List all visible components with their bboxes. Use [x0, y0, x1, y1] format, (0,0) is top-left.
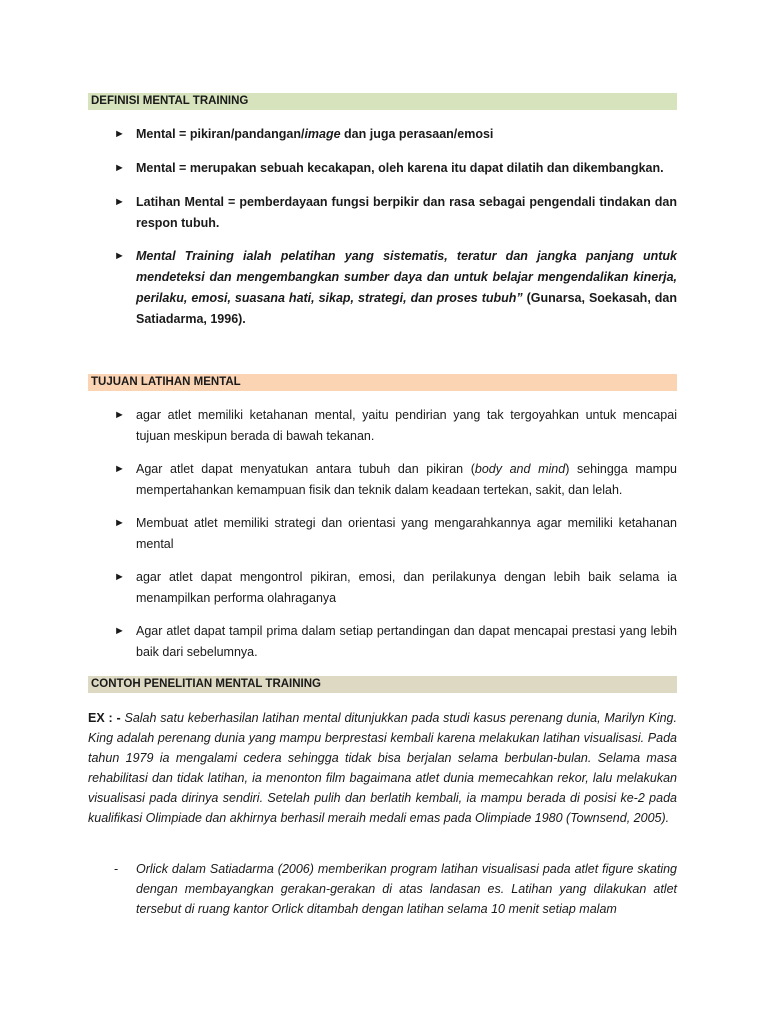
list-item-text: agar atlet dapat mengontrol pikiran, emosi, dan perilakunya dengan lebih baik selama ia menampilkan performa olahraganya [136, 570, 677, 605]
bullet-arrow-icon: ► [114, 463, 125, 475]
list-item [114, 459, 677, 501]
dash-marker: - [114, 862, 119, 876]
list-item [114, 405, 677, 447]
list-item [114, 513, 677, 555]
example-label: EX : - [88, 711, 121, 725]
section-heading-tujuan: TUJUAN LATIHAN MENTAL [88, 374, 677, 391]
bullet-arrow-icon: ► [114, 517, 125, 529]
bullet-arrow-icon: ► [114, 196, 125, 208]
list-item-text: Latihan Mental = pemberdayaan fungsi berpikir dan rasa sebagai pengendali tindakan dan respon tubuh. [136, 195, 677, 230]
list-item [114, 567, 677, 609]
list-item-text: Agar atlet dapat menyatukan antara tubuh dan pikiran (body and mind) sehingga mampu mempertahankan kemampuan fisik dan teknik dalam keadaan tertekan, sakit, dan lelah. [136, 462, 677, 497]
list-item [114, 192, 677, 234]
bullet-arrow-icon: ► [114, 128, 125, 140]
list-item-text: Mental = pikiran/pandangan/image dan juga perasaan/emosi [136, 127, 494, 141]
dash-list-item-text: Orlick dalam Satiadarma (2006) memberikan program latihan visualisasi pada atlet figure skating dengan membayangkan gerakan-gerakan di atas landasan es. Latihan yang dilakukan atlet tersebut di ruang kantor Orlick ditambah dengan latihan selama 10 menit setiap malam [136, 862, 677, 916]
bullet-arrow-icon: ► [114, 625, 125, 637]
bullet-arrow-icon: ► [114, 162, 125, 174]
list-item [114, 246, 677, 330]
dash-list-item [114, 859, 677, 919]
example-paragraph: EX : - Salah satu keberhasilan latihan mental ditunjukkan pada studi kasus perenang dunia, Marilyn King. King adalah perenang dunia yang mampu berprestasi kembali karena melakukan latihan visualisasi. Pada tahun 1979 ia mengalami cedera sehingga tidak bisa berjalan selama berbulan-bulan. Selama masa rehabilitasi dan tidak latihan, ia menonton film bagaimana atlet dunia memecahkan rekor, lalu melakukan visualisasi pada dirinya sendiri. Setelah pulih dan berlatih kembali, ia mampu berada di posisi ke-2 pada kualifikasi Olimpiade dan akhirnya berhasil meraih medali emas pada Olimpiade 1980 (Townsend, 2005). [88, 711, 677, 825]
bullet-arrow-icon: ► [114, 409, 125, 421]
bullet-arrow-icon: ► [114, 250, 125, 262]
list-item [114, 124, 677, 145]
bullet-arrow-icon: ► [114, 571, 125, 583]
section-heading-contoh: CONTOH PENELITIAN MENTAL TRAINING [88, 676, 677, 693]
list-item [114, 158, 677, 179]
list-item-text: Mental Training ialah pelatihan yang sistematis, teratur dan jangka panjang untuk mendeteksi dan mengembangkan sumber daya dan untuk belajar mengendalikan kinerja, perilaku, emosi, suasana hati, sikap, strategi, dan proses tubuh” (Gunarsa, Soekasah, dan Satiadarma, 1996). [136, 249, 677, 326]
list-item-text: Mental = merupakan sebuah kecakapan, oleh karena itu dapat dilatih dan dikembangkan. [136, 161, 664, 175]
list-item-text: Membuat atlet memiliki strategi dan orientasi yang mengarahkannya agar memiliki ketahanan mental [136, 516, 677, 551]
list-item-text: Agar atlet dapat tampil prima dalam setiap pertandingan dan dapat mencapai prestasi yang lebih baik dari sebelumnya. [136, 624, 677, 659]
list-item [114, 621, 677, 663]
list-item-text: agar atlet memiliki ketahanan mental, yaitu pendirian yang tak tergoyahkan untuk mencapai tujuan meskipun berada di bawah tekanan. [136, 408, 677, 443]
section-heading-definisi: DEFINISI MENTAL TRAINING [88, 93, 677, 110]
